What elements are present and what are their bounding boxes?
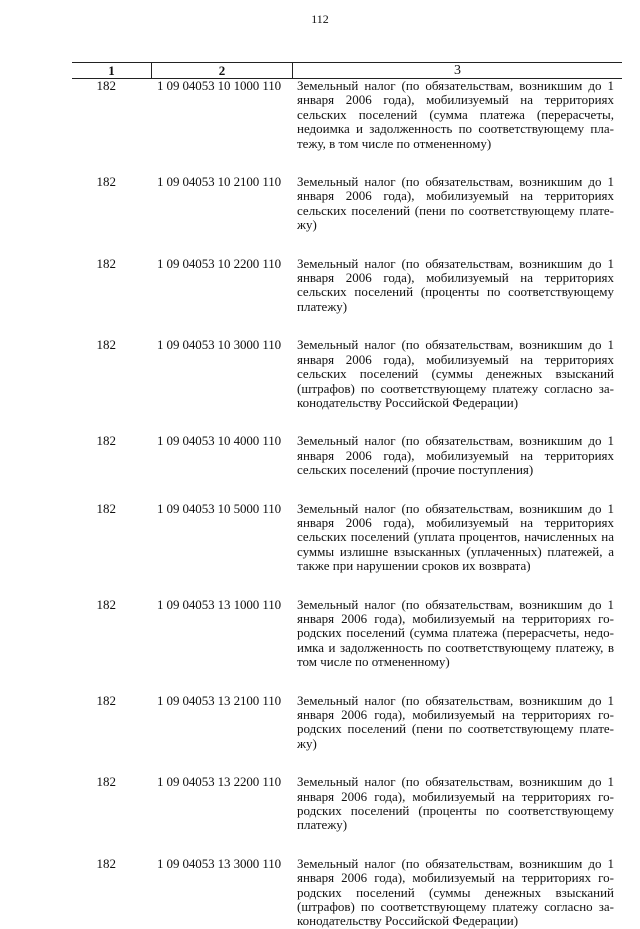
description-cell: Земельный налог (по обязательствам, возникшим до 1 января 2006 года), мобилизуемый на территориях сельских поселений (прочие поступления): [297, 433, 614, 478]
budget-code-cell: 1 09 04053 10 1000 110: [157, 78, 282, 93]
description-cell: Земельный налог (по обязательствам, возникшим до 1 января 2006 года), мобилизуемый на территориях сельских поселений (сумма платежа (перерасчеты, недоимка и задолженность по соответствующему платежу, в том числе по отмененному): [297, 78, 614, 151]
budget-code-cell: 1 09 04053 13 2200 110: [157, 774, 282, 790]
table-row: [72, 775, 622, 833]
admin-code-cell: 182: [96, 855, 116, 871]
table-row: [72, 694, 622, 752]
admin-code-cell: 182: [96, 500, 116, 516]
table-row: [72, 598, 622, 670]
description-cell: Земельный налог (по обязательствам, возникшим до 1 января 2006 года), мобилизуемый на территориях городских поселений (пени по соответствующему платежу): [297, 692, 614, 751]
admin-code-cell: 182: [96, 692, 116, 708]
table-row: [72, 857, 622, 929]
table-row: [72, 257, 622, 315]
budget-code-cell: 1 09 04053 13 2100 110: [157, 692, 282, 708]
admin-code-cell: 182: [96, 255, 116, 271]
description-cell: Земельный налог (по обязательствам, возникшим до 1 января 2006 года), мобилизуемый на территориях сельских поселений (проценты по соответствующему платежу): [297, 255, 614, 314]
page-number: 112: [311, 12, 329, 26]
table-row: [72, 434, 622, 477]
budget-code-cell: 1 09 04053 10 5000 110: [157, 500, 282, 516]
description-cell: Земельный налог (по обязательствам, возникшим до 1 января 2006 года), мобилизуемый на территориях городских поселений (суммы денежных взысканий (штрафов) по соответствующему платежу согласно законодательству Российской Федерации): [297, 855, 614, 929]
table-body: [72, 79, 622, 929]
header-col-2: 2: [152, 63, 293, 78]
admin-code-cell: 182: [96, 78, 116, 93]
budget-code-cell: 1 09 04053 13 3000 110: [157, 855, 282, 871]
table-row: [72, 79, 622, 151]
table-row: [72, 502, 622, 574]
table-row: [72, 338, 622, 410]
description-cell: Земельный налог (по обязательствам, возникшим до 1 января 2006 года), мобилизуемый на территориях сельских поселений (суммы денежных взысканий (штрафов) по соответствующему платежу согласно законодательству Российской Федерации): [297, 337, 614, 410]
budget-code-cell: 1 09 04053 10 2200 110: [157, 255, 282, 271]
admin-code-cell: 182: [96, 337, 116, 353]
budget-code-cell: 1 09 04053 10 3000 110: [157, 337, 282, 353]
budget-code-cell: 1 09 04053 10 2100 110: [157, 174, 282, 190]
description-cell: Земельный налог (по обязательствам, возникшим до 1 января 2006 года), мобилизуемый на территориях сельских поселений (пени по соответствующему платежу): [297, 174, 614, 233]
table-row: [72, 175, 622, 233]
description-cell: Земельный налог (по обязательствам, возникшим до 1 января 2006 года), мобилизуемый на территориях сельских поселений (уплата процентов, начисленных на суммы излишне взысканных (уплаченных) платежей, а также при нарушении сроков их возврата): [297, 500, 614, 574]
admin-code-cell: 182: [96, 774, 116, 790]
budget-code-cell: 1 09 04053 10 4000 110: [157, 433, 282, 449]
admin-code-cell: 182: [96, 596, 116, 612]
description-cell: Земельный налог (по обязательствам, возникшим до 1 января 2006 года), мобилизуемый на территориях городских поселений (проценты по соответствующему платежу): [297, 774, 614, 833]
header-col-1: 1: [72, 63, 152, 78]
admin-code-cell: 182: [96, 174, 116, 190]
classification-table: [72, 62, 622, 929]
table-header: [72, 62, 622, 79]
header-col-3: 3: [454, 63, 461, 78]
budget-code-cell: 1 09 04053 13 1000 110: [157, 596, 282, 612]
description-cell: Земельный налог (по обязательствам, возникшим до 1 января 2006 года), мобилизуемый на территориях городских поселений (сумма платежа (перерасчеты, недоимка и задолженность по соответствующему платежу, в том числе по отмененному): [297, 596, 614, 670]
admin-code-cell: 182: [96, 433, 116, 449]
